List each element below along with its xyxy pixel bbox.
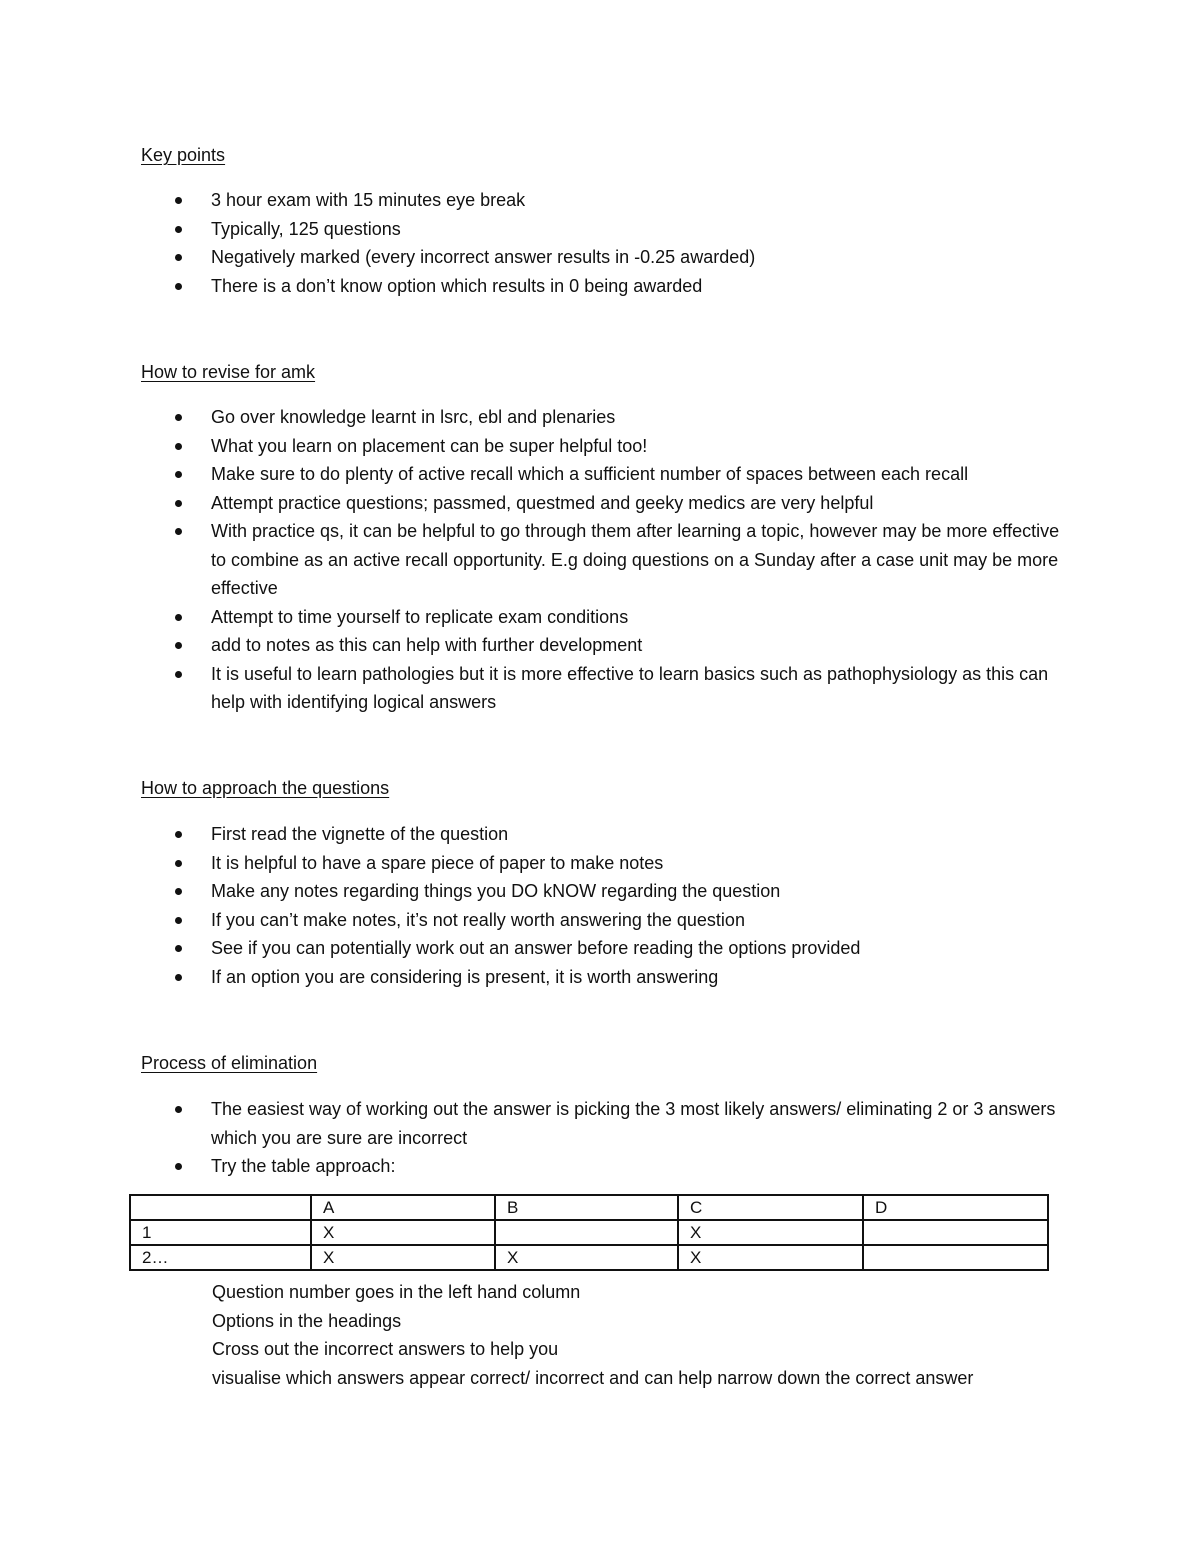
list-item: Go over knowledge learnt in lsrc, ebl and plenaries <box>0 403 1071 432</box>
list-item: Attempt practice questions; passmed, questmed and geeky medics are very helpful <box>0 489 1071 518</box>
table-cell: 2… <box>130 1245 311 1270</box>
list-item: add to notes as this can help with further development <box>0 631 1071 660</box>
list-item: It is helpful to have a spare piece of paper to make notes <box>0 849 1071 878</box>
table-cell: X <box>311 1220 495 1245</box>
table-notes <box>212 1278 973 1393</box>
table-cell <box>863 1220 1048 1245</box>
list-item: Typically, 125 questions <box>0 215 1071 244</box>
table-header-row <box>130 1195 1048 1220</box>
elimination-table <box>129 1194 1049 1271</box>
table-cell: X <box>495 1245 678 1270</box>
list-item: If you can’t make notes, it’s not really worth answering the question <box>0 906 1071 935</box>
heading-how-to-revise: How to revise for amk <box>141 362 316 382</box>
heading-process-of-elimination: Process of elimination <box>141 1053 318 1073</box>
table-cell: B <box>495 1195 678 1220</box>
table-cell <box>495 1220 678 1245</box>
list-item: There is a don’t know option which results in 0 being awarded <box>0 272 1071 301</box>
table-cell <box>863 1245 1048 1270</box>
list-item: Attempt to time yourself to replicate exam conditions <box>0 603 1071 632</box>
list-item: The easiest way of working out the answer is picking the 3 most likely answers/ eliminating 2 or 3 answers which you are sure are incorrect <box>0 1095 1071 1152</box>
heading-approach-questions: How to approach the questions <box>141 778 390 798</box>
list-item: Negatively marked (every incorrect answer results in -0.25 awarded) <box>0 243 1071 272</box>
list-item: Try the table approach: <box>0 1152 1071 1181</box>
heading-key-points: Key points <box>141 145 226 165</box>
table-cell: A <box>311 1195 495 1220</box>
elimination-list <box>0 1095 1071 1181</box>
note-line: visualise which answers appear correct/ incorrect and can help narrow down the correct answer <box>212 1368 974 1389</box>
note-line: Cross out the incorrect answers to help you <box>212 1339 559 1360</box>
note-line: Question number goes in the left hand column <box>212 1282 581 1302</box>
table-cell: C <box>678 1195 863 1220</box>
table-row <box>130 1245 1048 1270</box>
table-cell <box>130 1195 311 1220</box>
list-item: Make any notes regarding things you DO kNOW regarding the question <box>0 877 1071 906</box>
list-item: If an option you are considering is present, it is worth answering <box>0 963 1071 992</box>
list-item: See if you can potentially work out an answer before reading the options provided <box>0 934 1071 963</box>
list-item: First read the vignette of the question <box>0 820 1071 849</box>
list-item: With practice qs, it can be helpful to go through them after learning a topic, however may be more effective to combine as an active recall opportunity. E.g doing questions on a Sunday after a case unit may be more effective <box>0 517 1071 603</box>
table-cell: 1 <box>130 1220 311 1245</box>
table-cell: X <box>311 1245 495 1270</box>
approach-list <box>0 820 1071 991</box>
list-item: What you learn on placement can be super helpful too! <box>0 432 1071 461</box>
list-item: Make sure to do plenty of active recall which a sufficient number of spaces between each recall <box>0 460 1071 489</box>
list-item: It is useful to learn pathologies but it is more effective to learn basics such as pathophysiology as this can help with identifying logical answers <box>0 660 1071 717</box>
key-points-list <box>0 186 1071 300</box>
table-cell: X <box>678 1220 863 1245</box>
table-row <box>130 1220 1048 1245</box>
list-item: 3 hour exam with 15 minutes eye break <box>0 186 1071 215</box>
revise-list <box>0 403 1071 717</box>
table-cell: X <box>678 1245 863 1270</box>
table-cell: D <box>863 1195 1048 1220</box>
note-line: Options in the headings <box>212 1310 402 1331</box>
